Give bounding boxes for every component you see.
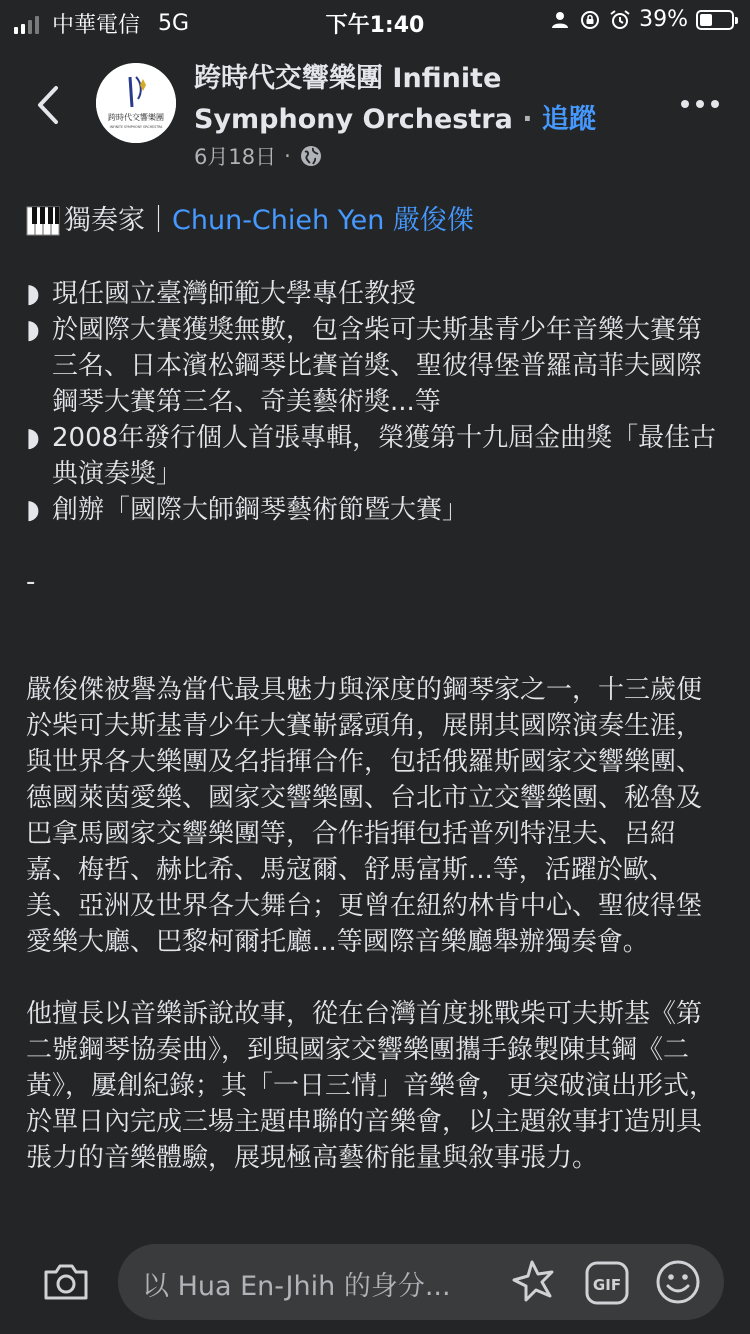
battery-fill — [700, 14, 712, 26]
comment-placeholder: 以 Hua En-Jhih 的身分... — [142, 1271, 451, 1302]
network-label: 5G — [158, 11, 190, 36]
soloist-line — [26, 200, 726, 242]
clock: 下午1:40 — [325, 13, 425, 38]
bullet-text: 2008年發行個人首張專輯，榮獲第十九屆金曲獎「最佳古典演奏獎」 — [52, 423, 717, 489]
sticker-icon[interactable] — [510, 1258, 558, 1306]
orchestra-logo-icon — [96, 63, 176, 143]
bullet-text: 現任國立臺灣師範大學專任教授 — [52, 279, 417, 309]
post-body — [26, 200, 726, 1176]
follow-button[interactable]: 追蹤 — [541, 104, 596, 135]
bullet-text: 創辦「國際大師鋼琴藝術節暨大賽」 — [52, 495, 469, 525]
status-right — [541, 7, 734, 32]
more-dots-icon[interactable] — [680, 96, 720, 112]
name-dot: · — [522, 104, 533, 135]
gif-icon[interactable] — [584, 1260, 630, 1306]
bullet-item — [26, 492, 726, 528]
comment-input[interactable] — [118, 1244, 724, 1320]
battery-percent: 39% — [639, 7, 688, 32]
svg-text:GIF: GIF — [592, 1276, 622, 1294]
bullet-mark: ◗ — [26, 423, 40, 453]
bullet-item — [26, 276, 726, 312]
globe-icon[interactable] — [299, 144, 323, 168]
meta-separator: · — [284, 144, 291, 168]
battery-icon — [696, 10, 734, 30]
person-icon — [549, 9, 571, 31]
piano-icon — [26, 206, 60, 236]
bullet-item — [26, 420, 726, 492]
page-name-link[interactable]: 跨時代交響樂團 Infinite Symphony Orchestra — [194, 63, 513, 135]
solo-label: 獨奏家｜ — [64, 205, 172, 236]
soloist-link[interactable]: Chun-Chieh Yen 嚴俊傑 — [172, 205, 474, 236]
alarm-icon — [609, 9, 631, 31]
bullet-mark: ◗ — [26, 315, 40, 345]
bullet-mark: ◗ — [26, 495, 40, 525]
camera-icon[interactable] — [42, 1260, 90, 1304]
carrier-label: 中華電信 — [52, 13, 141, 38]
rotation-lock-icon — [579, 9, 601, 31]
page-avatar[interactable] — [96, 63, 176, 143]
bullet-mark: ◗ — [26, 279, 40, 309]
emoji-icon[interactable] — [654, 1258, 702, 1306]
post-date[interactable]: 6月18日 — [194, 145, 277, 169]
avatar-subtitle: INFINITE SYMPHONY ORCHESTRA — [109, 125, 163, 129]
bullet-item — [26, 312, 726, 420]
status-bar — [0, 0, 750, 40]
bio-paragraph: 嚴俊傑被譽為當代最具魅力與深度的鋼琴家之一，十三歲便於柴可夫斯基青少年大賽嶄露頭角，展開其國際演奏生涯，與世界各大樂團及名指揮合作，包括俄羅斯國家交響樂團、德國萊茵愛樂、國家交響樂團、台北市立交響樂團、秘魯及巴拿馬國家交響樂團等，合作指揮包括普列特涅夫、呂紹嘉、梅哲、赫比希、馬寇爾、舒馬富斯...等，活躍於歐、美、亞洲及世界各大舞台；更曾在紐約林肯中心、聖彼得堡愛樂大廳、巴黎柯爾托廳...等國際音樂廳舉辦獨奏會。 — [26, 675, 703, 957]
comment-bar — [0, 1238, 750, 1334]
bullet-text: 於國際大賽獲獎無數，包含柴可夫斯基青少年音樂大賽第三名、日本濱松鋼琴比賽首獎、聖彼得堡普羅高菲夫國際鋼琴大賽第三名、奇美藝術獎...等 — [52, 315, 703, 417]
page-name-block — [194, 58, 624, 140]
avatar-title: 跨時代交響樂團 — [108, 113, 164, 122]
section-divider: - — [26, 567, 36, 597]
post-meta — [194, 141, 323, 171]
bio-paragraph: 他擅長以音樂訴說故事，從在台灣首度挑戰柴可夫斯基《第二號鋼琴協奏曲》，到與國家交響樂團攜手錄製陳其鋼《二黃》，屢創紀錄；其「一日三情」音樂會，更突破演出形式，於單日內完成三場主題串聯的音樂會，以主題敘事打造別具張力的音樂體驗，展現極高藝術能量與敘事張力。 — [26, 999, 716, 1173]
chevron-left-icon[interactable] — [28, 80, 68, 130]
